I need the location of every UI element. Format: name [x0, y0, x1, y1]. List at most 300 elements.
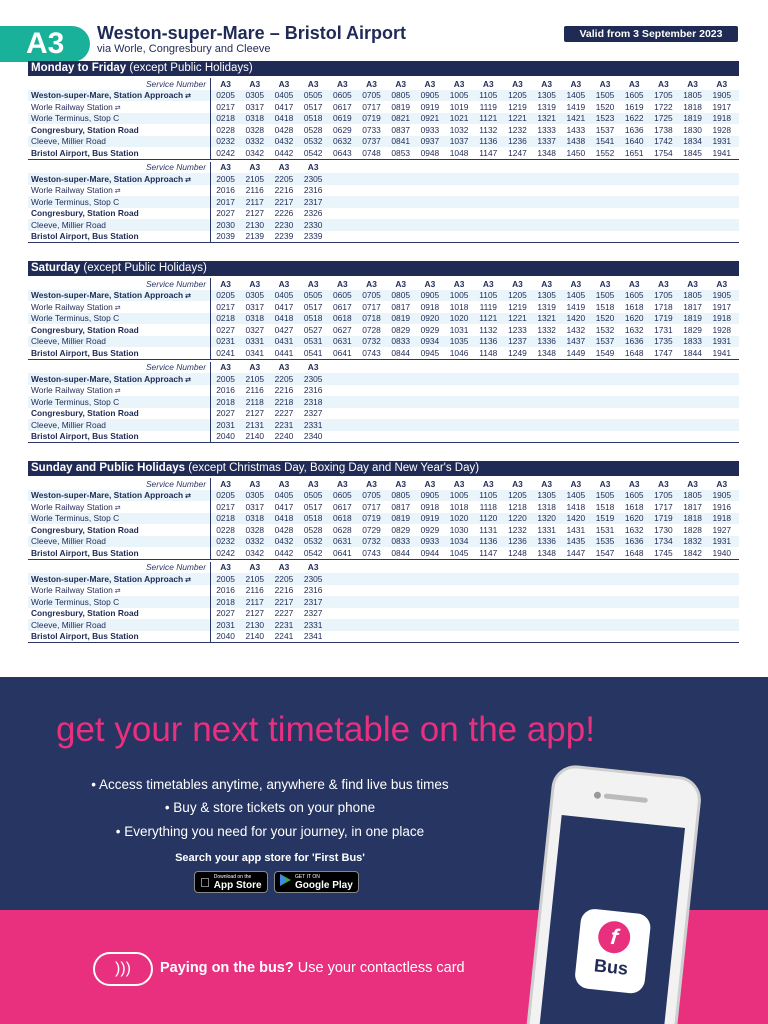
stop-row — [28, 385, 739, 397]
departure-time: 1431 — [566, 524, 586, 535]
departure-time: 2027 — [216, 408, 235, 419]
stop-name: Congresbury, Station Road — [31, 324, 139, 335]
departure-time: 1719 — [654, 513, 673, 524]
departure-time: 1132 — [479, 124, 498, 135]
departure-time: 0728 — [362, 324, 381, 335]
service-number: A3 — [249, 562, 261, 573]
departure-time: 1018 — [449, 501, 469, 512]
stop-name-cell — [28, 336, 210, 346]
departure-time: 2317 — [303, 596, 323, 607]
departure-time: 1021 — [449, 113, 469, 124]
departure-time: 1632 — [624, 524, 644, 535]
stop-name-cell — [28, 536, 210, 546]
departure-time: 1438 — [566, 136, 586, 147]
departure-time: 1449 — [566, 347, 586, 358]
departure-time: 2327 — [303, 608, 323, 619]
departure-time: 1336 — [537, 336, 556, 347]
service-number: A3 — [307, 278, 319, 289]
departure-time: 0218 — [216, 513, 235, 524]
departure-time: 0328 — [245, 524, 265, 535]
phone-illustration — [524, 763, 703, 1024]
service-number: A3 — [628, 78, 640, 89]
departure-time: 2339 — [303, 231, 323, 242]
departure-time: 1505 — [595, 490, 615, 501]
stop-name: Cleeve, Millier Road — [31, 136, 106, 147]
departure-time: 0317 — [245, 101, 265, 112]
service-number: A3 — [249, 362, 261, 373]
stop-name-cell — [28, 513, 210, 523]
stop-row — [28, 608, 739, 620]
departure-time: 0442 — [274, 147, 294, 158]
departure-time: 2105 — [245, 573, 265, 584]
stop-row — [28, 113, 739, 125]
page-subtitle: via Worle, Congresbury and Cleeve — [97, 43, 271, 55]
departure-time: 0918 — [420, 501, 440, 512]
stop-row — [28, 196, 739, 208]
departure-time: 0729 — [362, 524, 381, 535]
departure-time: 1249 — [508, 347, 527, 358]
departure-time: 0718 — [362, 313, 381, 324]
first-logo-icon: f — [597, 920, 632, 955]
service-number: A3 — [541, 478, 553, 489]
departure-time: 2116 — [245, 385, 264, 396]
departure-time: 0829 — [391, 324, 411, 335]
departure-time: 0632 — [333, 136, 352, 147]
stop-name: Worle Terminus, Stop C — [31, 113, 120, 124]
departure-time: 2205 — [274, 173, 294, 184]
departure-time: 1648 — [624, 347, 644, 358]
departure-time: 0428 — [274, 124, 294, 135]
departure-time: 0505 — [303, 490, 323, 501]
departure-time: 1219 — [508, 301, 527, 312]
departure-time: 0705 — [362, 90, 381, 101]
rail-icon: ⇄ — [114, 504, 121, 512]
departure-time: 0227 — [216, 324, 235, 335]
departure-time: 0717 — [362, 501, 381, 512]
departure-time: 1034 — [449, 536, 469, 547]
departure-time: 2305 — [303, 373, 323, 384]
departure-time: 0631 — [333, 336, 352, 347]
departure-time: 2040 — [216, 431, 235, 442]
departure-time: 1636 — [624, 336, 644, 347]
departure-time: 2105 — [245, 173, 265, 184]
departure-time: 1927 — [712, 524, 732, 535]
rail-icon: ⇄ — [114, 588, 121, 596]
departure-time: 1348 — [537, 547, 556, 558]
departure-time: 1220 — [508, 513, 527, 524]
departure-time: 2117 — [245, 196, 264, 207]
departure-time: 1730 — [654, 524, 673, 535]
departure-time: 2230 — [274, 219, 294, 230]
service-number: A3 — [220, 362, 231, 373]
stop-row — [28, 408, 739, 420]
departure-time: 1805 — [683, 490, 702, 501]
departure-time: 1437 — [566, 336, 586, 347]
stop-row — [28, 419, 739, 431]
departure-time: 1928 — [712, 324, 732, 335]
departure-time: 2016 — [216, 185, 235, 196]
departure-time: 2016 — [216, 585, 235, 596]
stop-name-cell — [28, 597, 210, 607]
google-play-button[interactable] — [274, 871, 359, 893]
departure-time: 0217 — [216, 501, 235, 512]
departure-time: 1321 — [537, 313, 556, 324]
departure-time: 1147 — [479, 547, 498, 558]
departure-time: 0327 — [245, 324, 265, 335]
departure-time: 1605 — [624, 90, 644, 101]
departure-time: 0517 — [303, 301, 323, 312]
service-number: A3 — [278, 478, 290, 489]
phone-speaker — [604, 793, 648, 803]
service-number: A3 — [336, 78, 348, 89]
service-number: A3 — [278, 562, 290, 573]
departure-time: 1105 — [479, 490, 498, 501]
departure-time: 0618 — [333, 313, 352, 324]
rail-icon: ⇄ — [114, 104, 121, 112]
stop-name: Cleeve, Millier Road — [31, 336, 106, 347]
departure-time: 0617 — [333, 501, 352, 512]
stop-row — [28, 290, 739, 302]
departure-time: 1048 — [449, 147, 469, 158]
promo-bullet: • Buy & store tickets on your phone — [164, 800, 376, 815]
departure-time: 1450 — [566, 147, 586, 158]
stop-row — [28, 524, 739, 536]
apple-icon — [200, 875, 210, 890]
departure-time: 0405 — [274, 290, 294, 301]
departure-time: 1636 — [624, 124, 644, 135]
stop-name: Weston-super-Mare, Station Approach — [31, 90, 184, 101]
departure-time: 1005 — [449, 290, 469, 301]
departure-time: 0441 — [274, 347, 294, 358]
promo-heading: get your next timetable on the app! — [56, 710, 595, 749]
departure-time: 0805 — [391, 90, 411, 101]
departure-time: 1648 — [624, 547, 644, 558]
service-number: A3 — [599, 278, 611, 289]
departure-time: 1420 — [566, 313, 586, 324]
service-number: A3 — [570, 78, 582, 89]
departure-time: 1640 — [624, 136, 644, 147]
departure-time: 2039 — [216, 231, 235, 242]
promo-bullet: • Access timetables anytime, anywhere & find live bus times — [91, 777, 449, 792]
departure-time: 1905 — [712, 290, 732, 301]
departure-time: 2239 — [274, 231, 294, 242]
departure-time: 1918 — [712, 313, 732, 324]
departure-time: 0933 — [420, 124, 440, 135]
departure-time: 0505 — [303, 90, 323, 101]
service-number: A3 — [278, 162, 290, 173]
departure-time: 1537 — [595, 124, 615, 135]
stop-name: Worle Railway Station — [31, 585, 113, 596]
stop-name: Congresbury, Station Road — [31, 124, 139, 135]
service-number: A3 — [395, 78, 407, 89]
service-number: A3 — [249, 78, 261, 89]
departure-time: 1549 — [595, 347, 615, 358]
stop-name-cell — [28, 90, 210, 100]
departure-time: 1519 — [595, 513, 615, 524]
departure-time: 1918 — [712, 113, 732, 124]
departure-time: 1734 — [654, 536, 673, 547]
departure-time: 0342 — [245, 547, 265, 558]
service-number: A3 — [395, 478, 407, 489]
stop-row — [28, 101, 739, 113]
service-number: A3 — [249, 478, 261, 489]
promo-bullet: • Everything you need for your journey, in one place — [115, 824, 425, 839]
departure-time: 1321 — [537, 113, 556, 124]
departure-time: 1435 — [566, 536, 586, 547]
departure-time: 0629 — [333, 124, 352, 135]
departure-time: 2005 — [216, 573, 235, 584]
departure-time: 1523 — [595, 113, 615, 124]
stop-name-cell — [28, 302, 210, 312]
departure-time: 0948 — [420, 147, 440, 158]
departure-time: 0432 — [274, 536, 294, 547]
stop-name-cell — [28, 136, 210, 146]
departure-time: 1940 — [712, 547, 732, 558]
stop-row — [28, 585, 739, 597]
stop-name: Bristol Airport, Bus Station — [31, 431, 139, 442]
section-heading — [28, 261, 739, 276]
stop-name-cell — [28, 231, 210, 241]
service-number: A3 — [249, 162, 261, 173]
departure-time: 1348 — [537, 347, 556, 358]
departure-time: 1817 — [683, 301, 702, 312]
service-number: A3 — [453, 478, 465, 489]
stop-name-cell — [28, 397, 210, 407]
phone-camera — [594, 791, 602, 799]
departure-time: 2127 — [245, 408, 265, 419]
departure-time: 1705 — [654, 290, 673, 301]
departure-time: 1742 — [654, 136, 673, 147]
departure-time: 1552 — [595, 147, 615, 158]
departure-time: 2140 — [245, 431, 265, 442]
section-title: Saturday — [31, 262, 81, 274]
service-number-label: Service Number — [145, 278, 206, 289]
departure-time: 1405 — [566, 290, 586, 301]
stop-name: Congresbury, Station Road — [31, 408, 139, 419]
departure-time: 1620 — [624, 513, 644, 524]
section-heading — [28, 61, 739, 76]
departure-time: 0527 — [303, 324, 323, 335]
departure-time: 0228 — [216, 524, 235, 535]
stop-name-cell — [28, 408, 210, 418]
departure-time: 1731 — [654, 324, 673, 335]
stop-name-cell — [28, 608, 210, 618]
departure-time: 2316 — [303, 385, 323, 396]
departure-time: 0944 — [420, 547, 440, 558]
stop-name: Worle Terminus, Stop C — [31, 513, 120, 524]
service-number: A3 — [307, 478, 319, 489]
service-number-row — [28, 162, 739, 174]
departure-time: 2031 — [216, 619, 235, 630]
departure-time: 0431 — [274, 336, 294, 347]
service-number: A3 — [658, 78, 669, 89]
service-number-row — [28, 478, 739, 490]
departure-time: 1547 — [595, 547, 615, 558]
departure-time: 1618 — [624, 301, 644, 312]
departure-time: 2216 — [274, 385, 294, 396]
departure-time: 1842 — [683, 547, 702, 558]
departure-time: 0617 — [333, 101, 352, 112]
departure-time: 2018 — [216, 396, 235, 407]
section-heading — [28, 461, 739, 476]
departure-time: 1331 — [537, 524, 556, 535]
departure-time: 2240 — [274, 431, 294, 442]
service-number: A3 — [628, 278, 640, 289]
service-number: A3 — [687, 78, 698, 89]
departure-time: 2027 — [216, 608, 235, 619]
contactless-text — [160, 960, 465, 976]
departure-time: 1120 — [479, 513, 498, 524]
departure-time: 0618 — [333, 513, 352, 524]
departure-time: 1905 — [712, 490, 732, 501]
departure-time: 0719 — [362, 513, 381, 524]
departure-time: 1532 — [595, 324, 615, 335]
departure-time: 0218 — [216, 313, 235, 324]
departure-time: 1032 — [449, 124, 469, 135]
departure-time: 1332 — [537, 324, 556, 335]
departure-time: 0934 — [420, 336, 440, 347]
departure-time: 0318 — [245, 313, 265, 324]
service-number: A3 — [687, 478, 698, 489]
departure-time: 1031 — [449, 324, 469, 335]
service-number: A3 — [570, 478, 582, 489]
stop-row — [28, 501, 739, 513]
departure-time: 1745 — [654, 547, 673, 558]
departure-time: 1916 — [712, 501, 732, 512]
departure-time: 1754 — [654, 147, 673, 158]
departure-time: 2030 — [216, 219, 235, 230]
stop-row — [28, 185, 739, 197]
stop-row — [28, 347, 739, 359]
service-number: A3 — [278, 278, 290, 289]
departure-time: 1131 — [479, 524, 498, 535]
departure-time: 1420 — [566, 513, 586, 524]
departure-time: 0205 — [216, 290, 235, 301]
departure-time: 0318 — [245, 113, 265, 124]
departure-time: 2139 — [245, 231, 265, 242]
stop-name-cell — [28, 325, 210, 335]
section-title: Sunday and Public Holidays — [31, 462, 186, 474]
departure-time: 1121 — [479, 313, 498, 324]
departure-time: 2226 — [274, 208, 294, 219]
departure-time: 1118 — [479, 501, 497, 512]
contactless-bold: Paying on the bus? — [160, 960, 294, 976]
departure-time: 2330 — [303, 219, 323, 230]
rail-icon: ⇄ — [185, 576, 192, 584]
first-bus-app-icon — [574, 908, 652, 995]
departure-time: 1738 — [654, 124, 673, 135]
departure-time: 2231 — [274, 419, 294, 430]
stop-name: Cleeve, Millier Road — [31, 619, 106, 630]
departure-time: 0331 — [245, 336, 265, 347]
stop-name-cell — [28, 525, 210, 535]
app-store-button[interactable] — [194, 871, 268, 893]
departure-time: 0933 — [420, 536, 440, 547]
departure-time: 0844 — [391, 547, 411, 558]
rail-icon: ⇄ — [114, 304, 121, 312]
timetable-section — [28, 461, 739, 643]
departure-time: 0821 — [391, 113, 411, 124]
stop-row — [28, 124, 739, 136]
departure-time: 1405 — [566, 90, 586, 101]
stop-name-cell — [28, 290, 210, 300]
stop-name: Congresbury, Station Road — [31, 208, 139, 219]
stop-name: Worle Railway Station — [31, 185, 113, 196]
stop-name: Weston-super-Mare, Station Approach — [31, 173, 184, 184]
departure-time: 2317 — [303, 196, 323, 207]
departure-time: 0231 — [216, 336, 235, 347]
departure-time: 0228 — [216, 124, 235, 135]
departure-time: 1818 — [683, 513, 702, 524]
stop-row — [28, 136, 739, 148]
stop-row — [28, 431, 739, 443]
service-number: A3 — [366, 278, 377, 289]
departure-time: 1037 — [449, 136, 469, 147]
service-number-label: Service Number — [145, 478, 206, 489]
stop-name-cell — [28, 548, 210, 558]
stop-name-cell — [28, 585, 210, 595]
departure-time: 0341 — [245, 347, 265, 358]
departure-time: 0342 — [245, 147, 265, 158]
departure-time: 0332 — [245, 136, 265, 147]
stop-row — [28, 90, 739, 102]
departure-time: 0605 — [333, 290, 352, 301]
stop-row — [28, 173, 739, 185]
departure-time: 0532 — [303, 136, 323, 147]
departure-time: 0819 — [391, 101, 411, 112]
stop-name: Worle Terminus, Stop C — [31, 313, 120, 324]
departure-time: 1136 — [479, 136, 498, 147]
departure-time: 0737 — [362, 136, 381, 147]
departure-time: 0929 — [420, 524, 440, 535]
departure-time: 1725 — [654, 113, 673, 124]
departure-time: 0945 — [420, 347, 440, 358]
stop-name: Weston-super-Mare, Station Approach — [31, 373, 184, 384]
departure-time: 1405 — [566, 490, 586, 501]
departure-time: 2130 — [245, 219, 265, 230]
service-number: A3 — [395, 278, 407, 289]
departure-time: 0833 — [391, 336, 411, 347]
departure-time: 0242 — [216, 547, 235, 558]
departure-time: 0232 — [216, 136, 235, 147]
departure-time: 0918 — [420, 301, 440, 312]
departure-time: 2027 — [216, 208, 235, 219]
service-number: A3 — [716, 278, 728, 289]
rail-icon: ⇄ — [185, 93, 192, 101]
service-number: A3 — [716, 78, 728, 89]
departure-time: 2327 — [303, 408, 323, 419]
departure-time: 1918 — [712, 513, 732, 524]
departure-time: 2316 — [303, 585, 323, 596]
departure-time: 1845 — [683, 147, 702, 158]
service-number: A3 — [336, 278, 348, 289]
departure-time: 1319 — [537, 301, 556, 312]
departure-time: 1005 — [449, 90, 469, 101]
stop-name: Worle Terminus, Stop C — [31, 196, 120, 207]
departure-time: 0528 — [303, 524, 323, 535]
departure-time: 2131 — [245, 419, 265, 430]
departure-time: 2227 — [274, 408, 294, 419]
departure-time: 1717 — [654, 501, 673, 512]
google-play-label: Google Play — [295, 879, 353, 891]
departure-time: 0617 — [333, 301, 352, 312]
service-number-row — [28, 362, 739, 374]
departure-time: 1005 — [449, 490, 469, 501]
departure-time: 0805 — [391, 490, 411, 501]
service-number: A3 — [424, 478, 436, 489]
departure-time: 0531 — [303, 336, 323, 347]
departure-time: 1805 — [683, 90, 702, 101]
